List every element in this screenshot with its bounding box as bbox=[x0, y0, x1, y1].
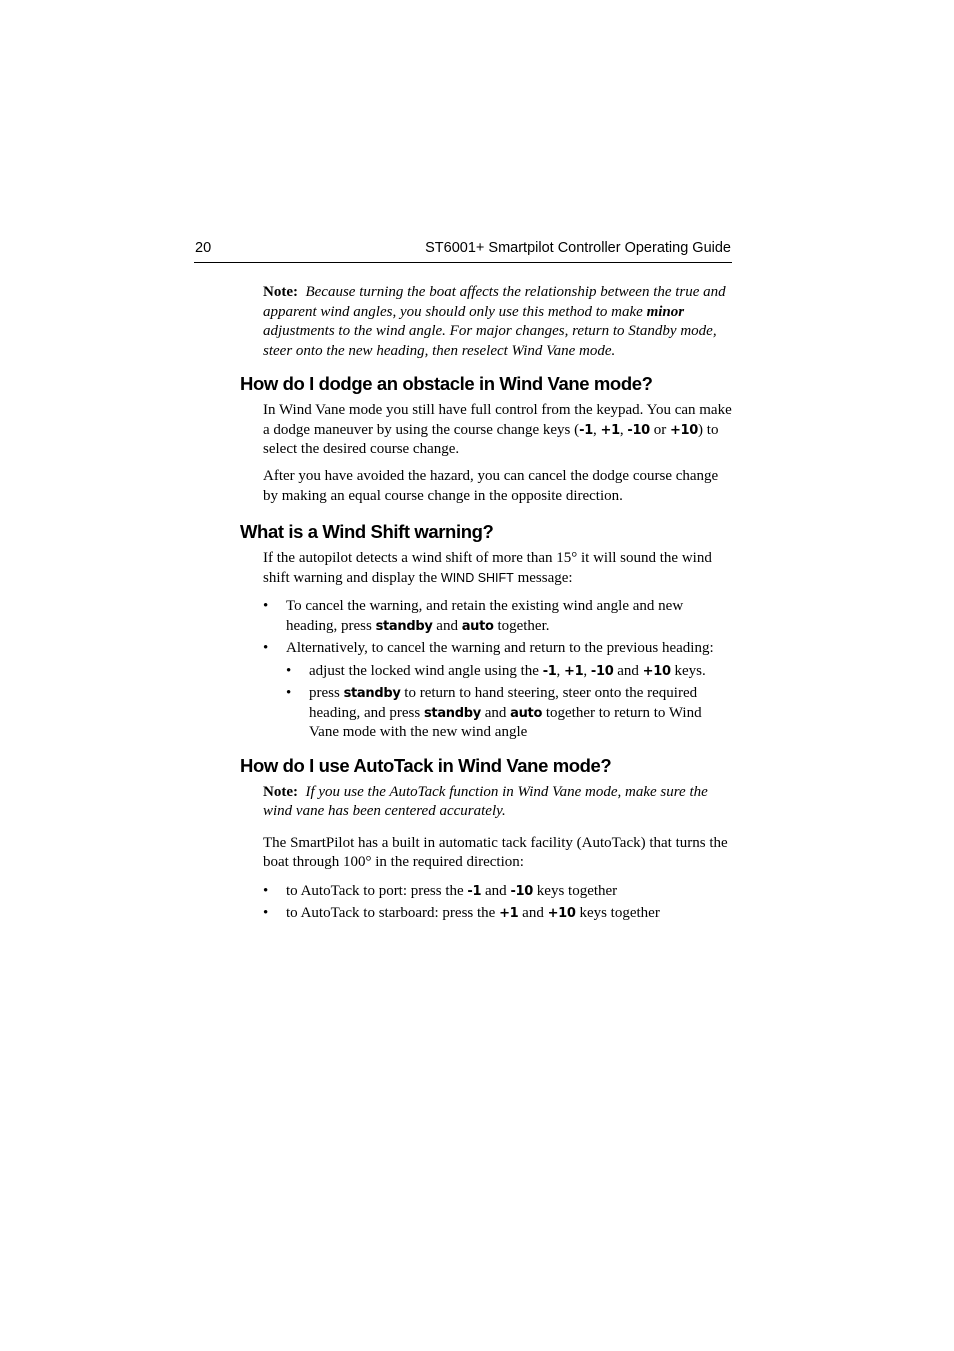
key-plus-1: +1 bbox=[564, 663, 584, 679]
heading-wind-shift-warning: What is a Wind Shift warning? bbox=[240, 521, 494, 542]
emphasis-minor: minor bbox=[646, 303, 685, 320]
note-autotack bbox=[263, 783, 732, 822]
page-header bbox=[194, 238, 732, 263]
paragraph-wind-shift: If the autopilot detects a wind shift of more than 15° it will sound the wind shift warning and display the WIND SHIFT message: bbox=[263, 550, 712, 586]
paragraph-autotack: The SmartPilot has a built in automatic tack facility (AutoTack) that turns the boat through 100° in the required direction: bbox=[263, 834, 728, 870]
note-text: If you use the AutoTack function in Wind Vane mode, make sure the wind vane has been centered accurately. bbox=[263, 783, 708, 819]
key-plus-1: +1 bbox=[600, 422, 620, 438]
key-minus-10: -10 bbox=[627, 422, 650, 438]
key-minus-10: -10 bbox=[590, 663, 614, 679]
key-standby: standby bbox=[375, 618, 433, 634]
sub-list-item: • adjust the locked wind angle using the -1, +1, -10 and +10 keys. bbox=[286, 662, 732, 682]
sub-list bbox=[286, 662, 732, 743]
key-plus-10: +10 bbox=[642, 663, 671, 679]
paragraph-cancel-dodge: After you have avoided the hazard, you can cancel the dodge course change by making an equal course change in the opposite direction. bbox=[263, 468, 719, 504]
list-item: • to AutoTack to port: press the -1 and -10 keys together bbox=[263, 882, 732, 902]
wind-shift-message: WIND SHIFT bbox=[440, 570, 514, 585]
key-minus-1: -1 bbox=[467, 883, 482, 899]
key-auto: auto bbox=[510, 705, 543, 721]
key-plus-10: +10 bbox=[669, 422, 699, 438]
heading-autotack: How do I use AutoTack in Wind Vane mode? bbox=[240, 754, 612, 776]
page-number: 20 bbox=[195, 240, 212, 256]
list-item: • Alternatively, to cancel the warning and return to the previous heading: • adjust the locked wind angle using the -1, +1, -10 and +10 keys. • press standby to return to hand steering, steer onto the required heading, and press standby and auto together to return to Wind Vane mode with the new wind angle bbox=[263, 639, 732, 743]
paragraph-dodge-keys: In Wind Vane mode you still have full control from the keypad. You can make a dodge maneuver by using the course change keys (-1, +1, -10 or +10) to select the desired course change. bbox=[263, 402, 732, 457]
key-standby: standby bbox=[343, 686, 401, 701]
sub-list-item: • press standby to return to hand steering, steer onto the required heading, and press standby and auto together to return to Wind Vane mode with the new wind angle bbox=[286, 684, 732, 743]
wind-shift-options bbox=[263, 597, 732, 743]
key-auto: auto bbox=[461, 618, 494, 634]
key-plus-10: +10 bbox=[547, 906, 576, 921]
running-title: ST6001+ Smartpilot Controller Operating Guide bbox=[425, 240, 731, 256]
key-standby: standby bbox=[423, 705, 481, 721]
heading-dodge-obstacle: How do I dodge an obstacle in Wind Vane mode? bbox=[240, 373, 653, 394]
key-minus-10: -10 bbox=[510, 883, 534, 899]
list-item: • To cancel the warning, and retain the existing wind angle and new heading, press standby and auto together. bbox=[263, 597, 732, 636]
page-content bbox=[240, 283, 732, 936]
note-wind-angle bbox=[263, 283, 732, 361]
note-label: Note: bbox=[263, 783, 298, 800]
key-plus-1: +1 bbox=[499, 906, 519, 921]
list-item: • to AutoTack to starboard: press the +1 and +10 keys together bbox=[263, 904, 732, 924]
note-label: Note: bbox=[263, 284, 298, 300]
key-minus-1: -1 bbox=[542, 663, 557, 679]
key-minus-1: -1 bbox=[579, 422, 593, 438]
note-text: Because turning the boat affects the relationship between the true and apparent wind angles, you should only use this method to make minor adjustments to the wind angle. For major changes, return to Standby mode, steer onto the new heading, then reselect Wind Vane mode. bbox=[263, 284, 726, 359]
autotack-options bbox=[263, 882, 732, 924]
